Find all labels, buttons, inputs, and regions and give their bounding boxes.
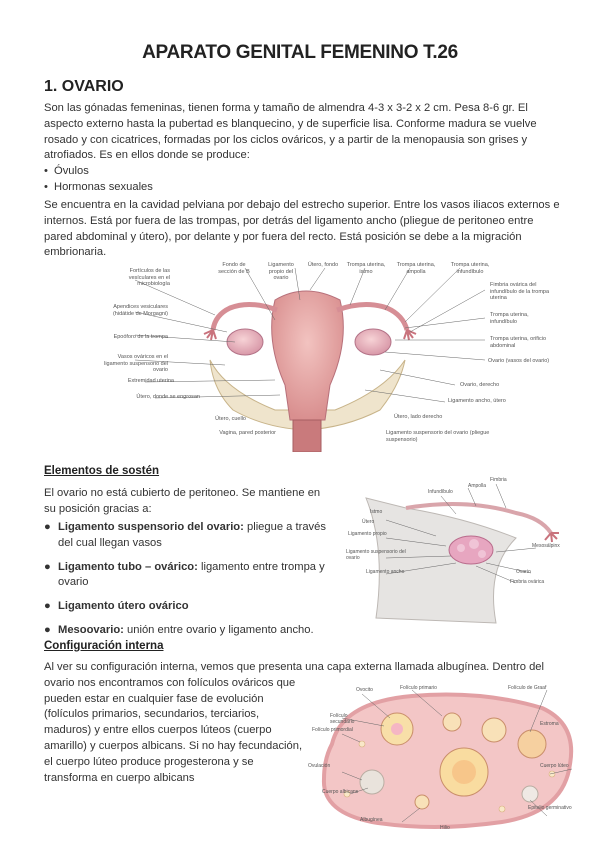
figure2-label-4: Útero: [362, 519, 375, 525]
figure1-label-right-5: Ligamento ancho, útero: [448, 398, 506, 404]
ligament-desc: pliegue a través del cual llegan vasos: [58, 521, 326, 549]
figure1-label-top-4: Trompa uterina, ampolla: [396, 262, 436, 275]
figure1-label-left-4: Extremidad uterina: [127, 378, 174, 384]
figure3-label-0: Ovocito: [356, 687, 373, 693]
list-item: • Hormonas sexuales: [44, 180, 564, 196]
list-item: ● Ligamento tubo – ovárico: ligamento entre trompa y ovario: [44, 560, 325, 589]
list-item: ● Ligamento suspensorio del ovario: pliegue a través del cual llegan vasos: [44, 521, 326, 549]
sosten-intro-container: [44, 486, 334, 518]
ovary-cross-section-figure: [302, 684, 584, 834]
figure3-label-11: Hilio: [440, 825, 450, 831]
paragraph-location-container: [44, 198, 564, 261]
figure1-label-right-2: Trompa uterina, orificio abdominal: [490, 336, 547, 349]
figure1-label-left-2: Epoóforo de la trompa: [113, 334, 168, 340]
list-item: ● Mesoovario: unión entre ovario y ligamento ancho.: [44, 623, 314, 636]
bullet-text: Óvulos: [54, 165, 89, 178]
section-ovario-text: [44, 101, 564, 196]
figure2-label-1: Infundíbulo: [428, 489, 453, 495]
figure1-label-bottom-3: Ligamento suspensorio del ovario (pliegue suspensorio): [386, 430, 490, 443]
ligament-list: [44, 520, 334, 647]
figure1-label-bottom-1: Vagina, pared posterior: [219, 430, 276, 436]
figure2-label-10: Fimbria ovárica: [510, 579, 545, 585]
figure3-label-4: Folículo de Graaf: [508, 685, 547, 691]
figure1-label-bottom-2: Útero, lado derecho: [394, 414, 443, 420]
ligament-term: Ligamento suspensorio del ovario:: [58, 521, 244, 533]
figure2-label-9: Ovario: [516, 569, 531, 575]
paragraph-line: ovario nos encontramos con folículos ováricos que: [44, 676, 296, 689]
ligament-desc: ligamento entre trompa y ovario: [58, 560, 325, 589]
uterus-anatomy-figure: [115, 260, 495, 452]
figure3-label-6: Cuerpo lúteo: [540, 763, 569, 769]
paragraph-line: el cuerpo lúteo produce progesterona y se: [44, 755, 254, 768]
page-title: APARATO GENITAL FEMENINO T.26: [142, 42, 458, 63]
paragraph-line: (folículos primarios, secundarios, terciarios,: [44, 708, 260, 721]
figure2-label-0: Fimbria: [490, 477, 507, 483]
figure3-label-10: Estroma: [540, 721, 559, 727]
figure3-label-7: Cuerpo albicans: [322, 789, 359, 795]
figure2-label-8: Mesosálpinx: [532, 543, 560, 549]
figure2-label-7: Ligamento ancho: [366, 569, 405, 575]
ligament-desc: unión entre ovario y ligamento ancho.: [123, 623, 314, 636]
figure2-label-5: Ligamento propio: [348, 531, 387, 537]
figure2-label-6: Ligamento suspensorio del ovario: [346, 549, 406, 561]
paragraph-line: Al ver su configuración interna, vemos que presenta una capa externa llamada albugínea. Dentro del: [44, 661, 545, 673]
paragraph-line: maduros) y entre ellos cuerpos lúteos (cuerpo: [44, 724, 272, 737]
section-heading-ovario: 1. OVARIO: [44, 78, 124, 95]
figure1-label-left-1: Apendices vesiculares (hidátide de Morgagni): [112, 304, 168, 317]
figure1-label-top-0: Fondo de sección de B: [218, 262, 250, 275]
figure1-label-left-0: Fortículos de las vesículares en el microbiología: [128, 268, 170, 287]
ligament-term: Mesoovario:: [58, 623, 124, 636]
paragraph-location: Se encuentra en la cavidad pelviana por debajo del estrecho superior. Entre los vasos iliacos externos e internos. Está por fuera de las trompas, por detrás del ligamento ancho (pliegue de peritoneo entre pared abdominal y útero), por delante y por fuera del recto. Está posición se debe a la migración embrionaria.: [44, 199, 560, 259]
figure1-label-right-4: Ovario, derecho: [460, 382, 500, 388]
paragraph-line: amarillo) y cuerpos albicans. Si no hay fecundación,: [44, 739, 303, 752]
figure2-label-3: Istmo: [370, 509, 383, 515]
list-item: ● Ligamento útero ovárico: [44, 600, 189, 613]
figure1-label-right-0: Fimbria ovárica del infundíbulo de la trompa uterina: [490, 282, 550, 301]
figure2-label-2: Ampolla: [468, 483, 487, 489]
figure3-label-8: Epitelio germinativo: [528, 805, 572, 811]
ligament-term: Ligamento tubo – ovárico:: [58, 560, 198, 573]
paragraph-line: pueden estar en cualquier fase de evolución: [44, 692, 264, 705]
figure1-label-bottom-0: Útero, cuello: [215, 416, 246, 422]
figure3-label-1: Folículo primario: [400, 685, 437, 691]
figure3-label-9: Albugínea: [360, 817, 383, 823]
paragraph-line: transforma en cuerpo albicans: [44, 771, 195, 784]
ligament-term: Ligamento útero ovárico: [58, 600, 189, 613]
paragraph-intro: Son las gónadas femeninas, tienen forma y tamaño de almendra 4-3 x 3-2 x 2 cm. Pesa 8-6 gr. El aspecto externo hasta la pubertad es blanquecino, y de superficie lisa. Conforme madura se vuelve rosado y con cicatrices, formadas por los ciclos ováricos, y a partir de la menopausia son grises y atrofiados. Es en ellos donde se produce:: [44, 102, 537, 162]
list-item: • Óvulos: [44, 164, 564, 180]
figure1-label-top-5: Trompa uterina, infundíbulo: [450, 262, 490, 275]
section-heading-configuracion: Configuración interna: [44, 640, 164, 652]
figure3-label-3: Folículo primordial: [312, 727, 353, 733]
bullet-text: Hormonas sexuales: [54, 180, 153, 193]
figure1-label-top-2: Útero, fondo: [307, 262, 339, 268]
figure1-label-top-3: Trompa uterina, istmo: [346, 262, 386, 275]
figure1-label-top-1: Ligamento propio del ovario: [268, 262, 294, 281]
figure3-label-2: Folículo secundario: [330, 713, 355, 725]
figure1-label-right-3: Ovario (vasos del ovario): [488, 358, 550, 364]
figure3-label-5: Ovulación: [308, 763, 331, 769]
section-heading-sosten: Elementos de sostén: [44, 465, 160, 477]
paragraph-sosten-intro: El ovario no está cubierto de peritoneo. Se mantiene en su posición gracias a:: [44, 487, 321, 515]
figure1-label-left-5: Útero, donde se engrosan: [136, 394, 200, 400]
figure1-label-left-3: Vasos ováricos en el ligamento suspensorio del ovario: [104, 354, 168, 373]
figure1-label-right-1: Trompa uterina, infundíbulo: [490, 312, 529, 325]
